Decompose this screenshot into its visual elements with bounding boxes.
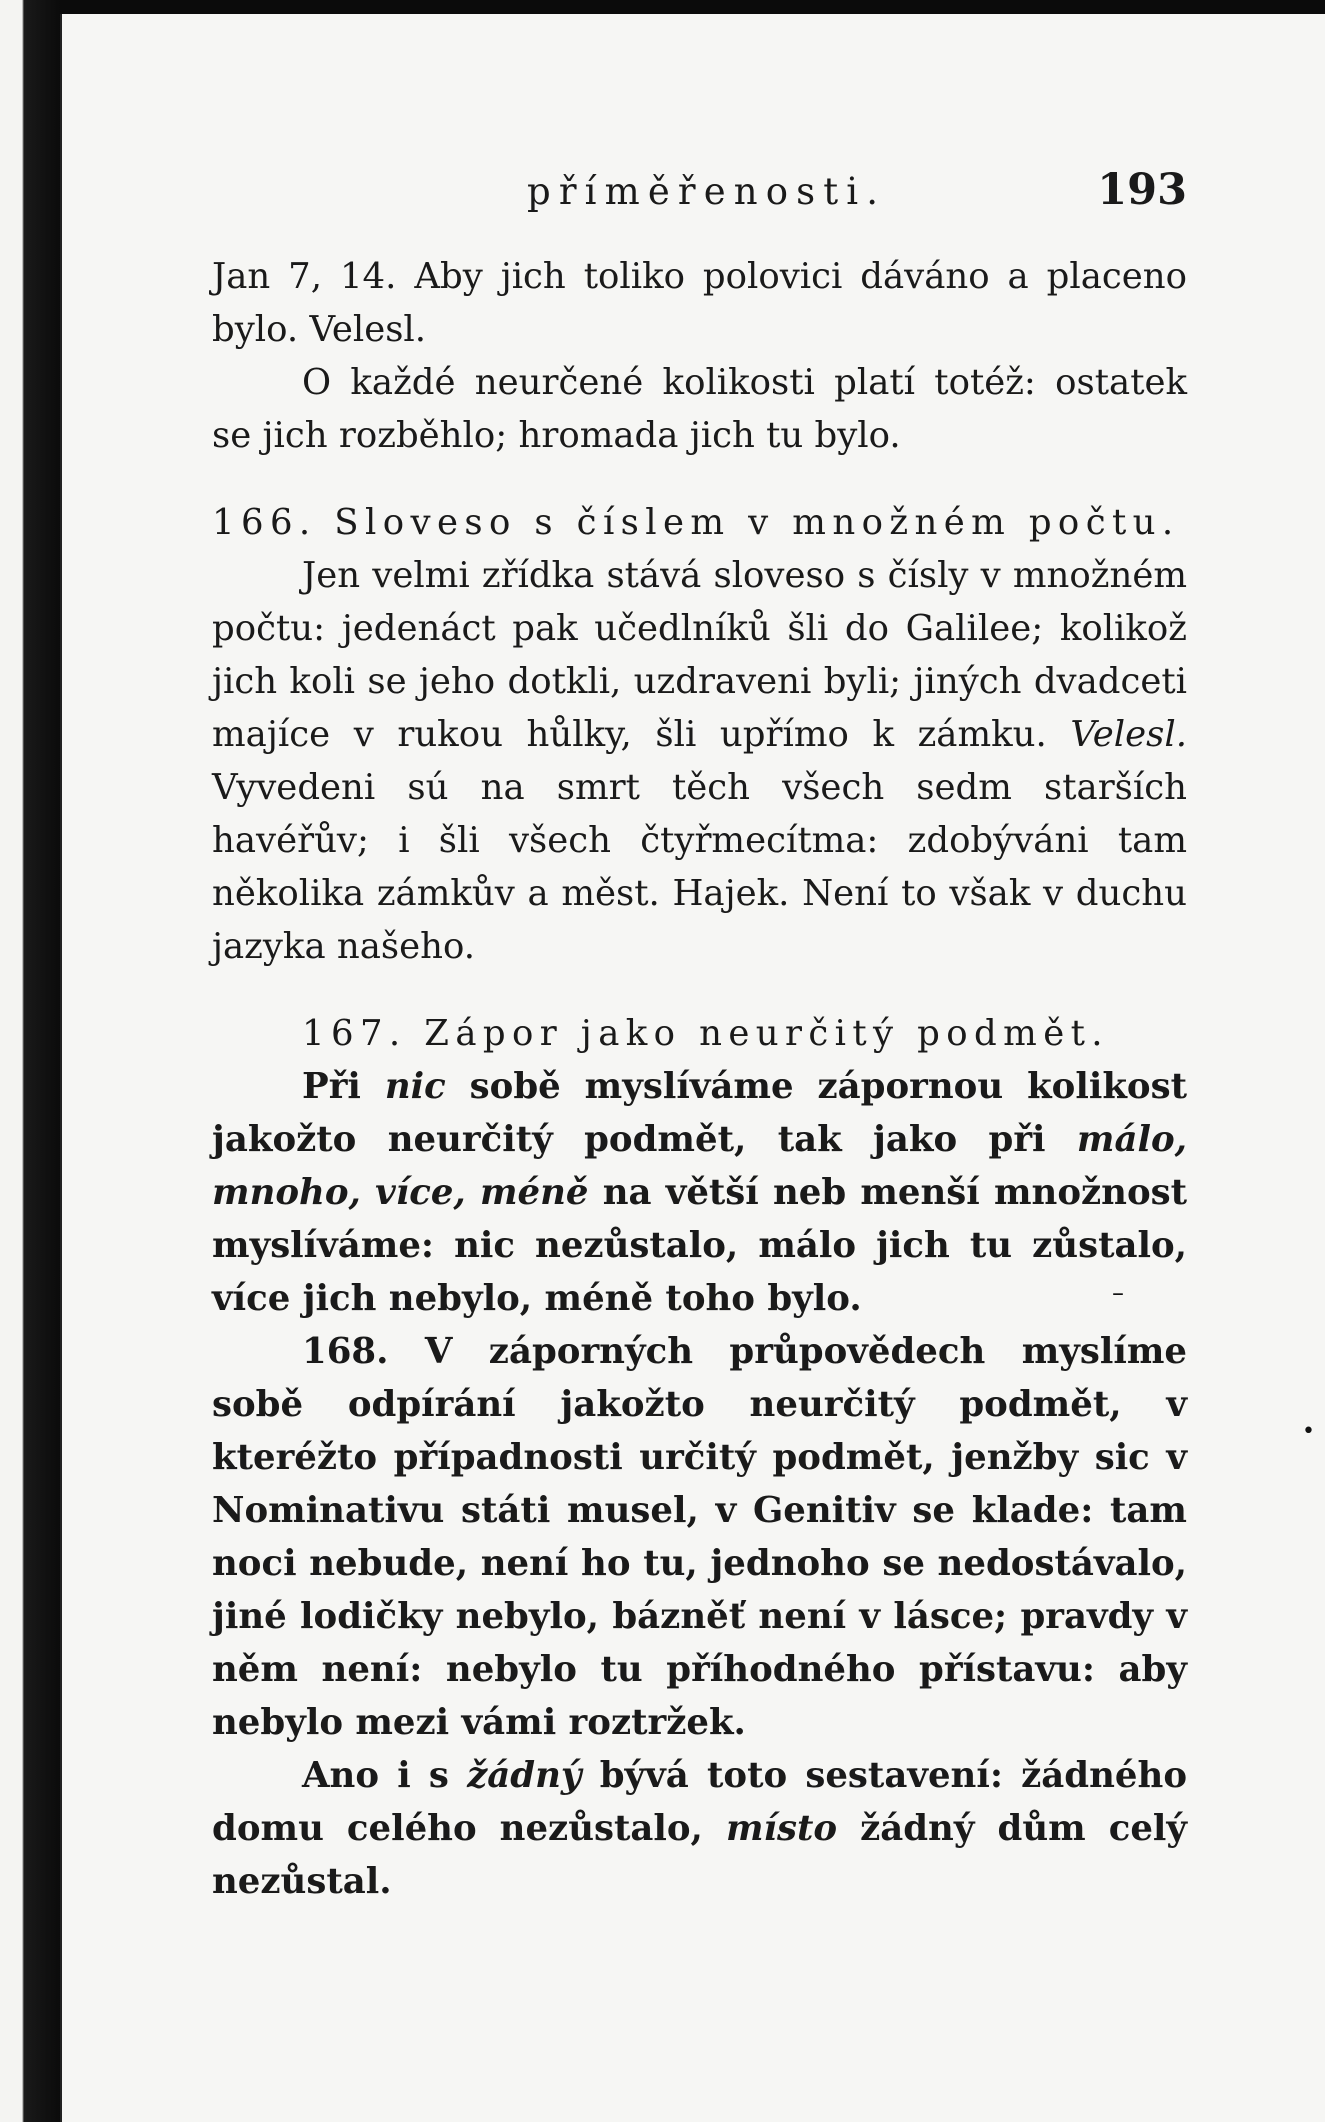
section-167-heading: 167. Zápor jako neurčitý podmět. — [302, 1013, 1109, 1054]
page-text — [212, 164, 1187, 1908]
margin-dot: • — [1302, 1419, 1315, 1444]
s167-part-c: na větší neb menší množnost myslíváme: nic nezůstalo, málo jich tu zůstalo, více jich nebylo, méně toho bylo. — [212, 1172, 1188, 1319]
paragraph-kolikost: O každé neurčené kolikosti platí totéž: ostatek se jich rozběhlo; hromada jich tu bylo. — [212, 362, 1187, 456]
s167-mnoho: mnoho, — [212, 1172, 361, 1213]
page-header — [212, 164, 1187, 226]
section-168-text: 168. V záporných průpovědech myslíme sobě odpírání jakožto neurčitý podmět, v kteréžto případnosti určitý podmět, jenžby sic v Nominativu státi musel, v Genitiv se klade: tam noci nebude, není ho tu, jednoho se nedostávalo, jiné lodičky nebylo, bázněť není v lásce; pravdy v něm není: nebylo tu příhodného přístavu: aby nebylo mezi vámi roztržek. — [212, 1331, 1187, 1743]
paragraph-jan-quote: Jan 7, 14. Aby jich toliko polovici dáváno a placeno bylo. Velesl. — [212, 256, 1187, 350]
last-part-c: žádný dům celý nezůstal. — [212, 1808, 1188, 1902]
section-166-ref: Velesl. — [1070, 714, 1187, 755]
paragraph-zadny — [212, 1749, 1187, 1908]
section-166-heading: 166. Sloveso s číslem v množném počtu. — [212, 502, 1180, 543]
section-166-text-a: Jen velmi zřídka stává sloveso s čísly v množném počtu: jedenáct pak učedlníků šli do Galilee; kolikož jich koli se jeho dotkli, uzdraveni byli; jiných dvadceti majíce v rukou hůlky, šli upřímo k zámku. — [212, 555, 1187, 755]
section-167-text — [212, 1060, 1187, 1325]
running-title: příměřenosti. — [527, 170, 887, 213]
s167-malo: málo, — [1076, 1119, 1187, 1160]
last-part-a: Ano i s — [302, 1755, 449, 1796]
page-number: 193 — [1097, 165, 1187, 215]
last-part-b: bývá toto sestavení: žádného domu celého nezůstalo, — [212, 1755, 1187, 1849]
s167-part-b: sobě myslíváme zápornou kolikost jakožto neurčitý podmět, tak jako při — [212, 1066, 1187, 1160]
section-166-text — [212, 549, 1187, 973]
s167-vice: více, — [375, 1172, 466, 1213]
book-page — [60, 14, 1325, 2122]
s167-nic: nic — [384, 1066, 446, 1107]
section-166-text-b: Vyvedeni sú na smrt těch všech sedm starších havéřův; i šli všech čtyřmecítma: zdobýváni tam několika zámkův a měst. Hajek. Není to však v duchu jazyka našeho. — [212, 767, 1187, 967]
s167-mene: méně — [479, 1172, 589, 1213]
scan-edge — [0, 0, 60, 2122]
margin-mark: – — [1112, 1279, 1124, 1307]
s167-part-a: Při — [302, 1066, 361, 1107]
last-zadny: žádný — [467, 1755, 582, 1796]
last-misto: místo — [725, 1808, 838, 1849]
